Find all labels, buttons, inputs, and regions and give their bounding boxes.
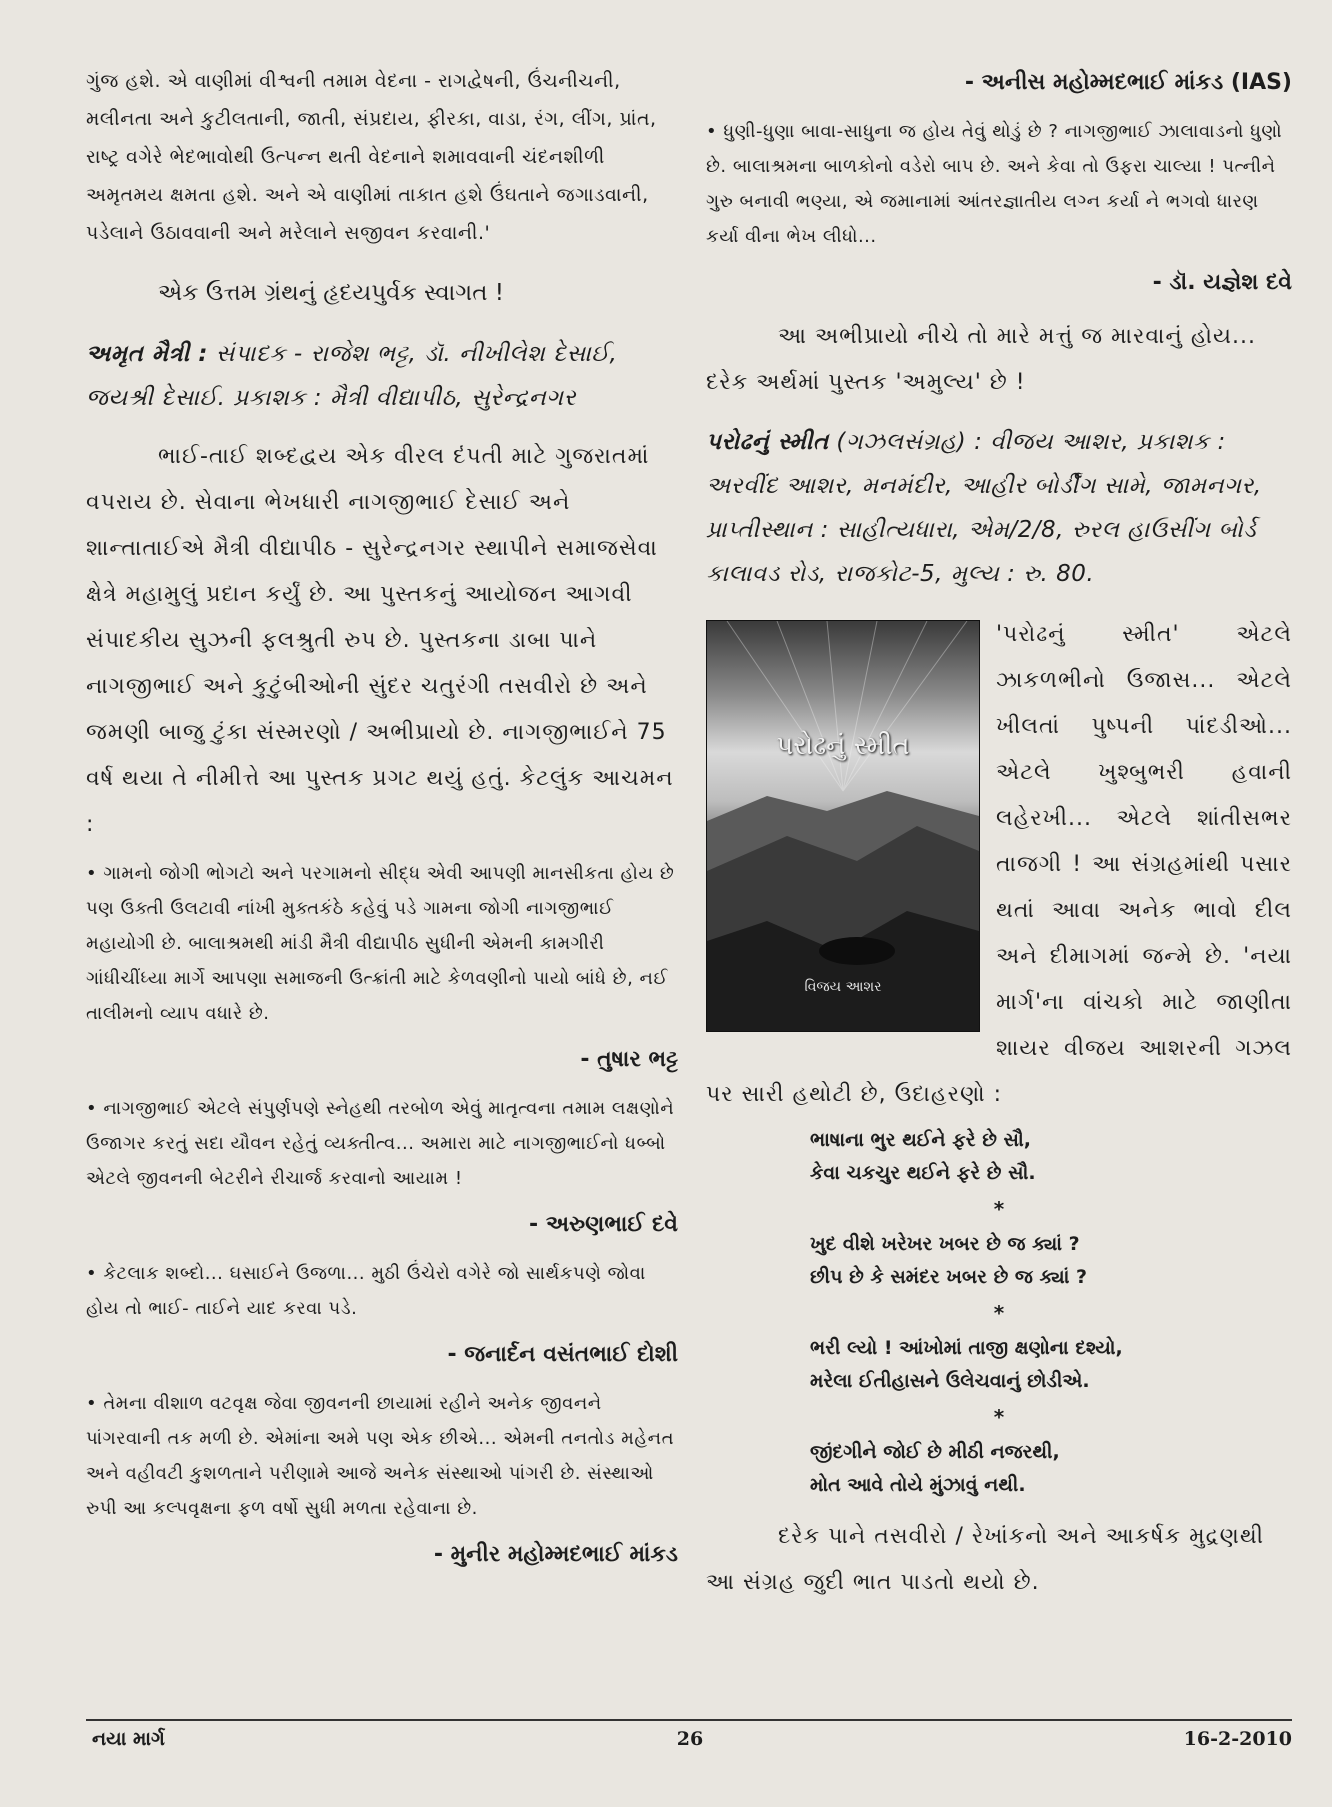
cover-title: પરોઢનું સ્મીત	[776, 731, 910, 761]
couplet-line: છીપ છે કે સમંદર ખબર છે જ ક્યાં ?	[810, 1266, 1088, 1288]
book-title: અમૃત મૈત્રી :	[86, 341, 208, 367]
separator-star: *	[993, 1405, 1005, 1429]
book-cover-image	[706, 620, 980, 1032]
couplet	[706, 1124, 1292, 1190]
footer-divider	[86, 1719, 1292, 1721]
quote-text: • તેમના વીશાળ વટવૃક્ષ જેવા જીવનની છાયામાં રહીને અનેક જીવનને પાંગરવાની તક મળી છે. એમાંના અમે પણ એક છીએ... એમની તનતોડ મહેનત અને વહીવટી કુશળતાને પરીણામે આજે અનેક સંસ્થાઓ પાંગરી છે. સંસ્થાઓ રુપી આ કલ્પવૃક્ષના ફળ વર્ષો સુધી મળતા રહેવાના છે.	[86, 1393, 675, 1519]
welcome-line: એક ઉત્તમ ગ્રંથનું હૃદયપુર્વક સ્વાગત !	[158, 280, 504, 306]
poem-examples	[706, 1124, 1292, 1502]
couplet	[706, 1436, 1292, 1502]
book-heading-amrut-maitri	[86, 332, 678, 420]
couplet-line: ભરી લ્યો ! આંખોમાં તાજી ક્ષણોના દશ્યો,	[810, 1337, 1123, 1359]
top-author: - અનીસ મહોમ્મદભાઈ માંકડ (IAS)	[964, 70, 1292, 95]
couplet-line: મોત આવે તોયે મુંઝાવું નથી.	[810, 1474, 1026, 1496]
separator-star: *	[993, 1301, 1005, 1325]
mountain-landscape-icon	[707, 621, 979, 1031]
right-column	[706, 62, 1292, 1606]
cover-author: વિજય આશર	[804, 979, 882, 995]
closing-paragraph: દરેક પાને તસવીરો / રેખાંકનો અને આકર્ષક મુદ્રણથી આ સંગ્રહ જુદી ભાત પાડતો થયો છે.	[706, 1524, 1265, 1595]
couplet	[706, 1228, 1292, 1294]
quote-text: • કેટલાક શબ્દો... ઘસાઈને ઉજળા... મુઠી ઉંચેરો વગેરે જો સાર્થકપણે જોવા હોય તો ભાઈ- તાઈને યાદ કરવા પડે.	[86, 1263, 646, 1319]
couplet	[706, 1332, 1292, 1398]
couplet-line: મરેલા ઈતીહાસને ઉલેચવાનું છોડીએ.	[810, 1370, 1090, 1392]
quote-author: - અરુણભાઈ દવે	[529, 1212, 678, 1237]
quote-author: - તુષાર ભટ્ટ	[580, 1047, 678, 1072]
review-paragraph: ભાઈ-તાઈ શબ્દદ્વય એક વીરલ દંપતી માટે ગુજરાતમાં વપરાય છે. સેવાના ભેખધારી નાગજીભાઈ દેસાઈ અને શાન્તાતાઈએ મૈત્રી વીદ્યાપીઠ - સુરેન્દ્રનગર સ્થાપીને સમાજસેવા ક્ષેત્રે મહામુલું પ્રદાન કર્યું છે. આ પુસ્તકનું આયોજન આગવી સંપાદકીય સુઝની ફલશ્રુતી રુપ છે. પુસ્તકના ડાબા પાને નાગજીભાઈ અને કુટુંબીઓની સુંદર ચતુરંગી તસવીરો છે અને જમણી બાજુ ટુંકા સંસ્મરણો / અભીપ્રાયો છે. નાગજીભાઈને 75 વર્ષ થયા તે નીમીત્તે આ પુસ્તક પ્રગટ થયું હતું. કેટલુંક આચમન :	[86, 444, 674, 837]
magazine-name: નયા માર્ગ	[92, 1728, 165, 1750]
quotes-list	[86, 856, 678, 1576]
book-meta: : વીજય આશર, પ્રકાશક : અરવીંદ આશર, મનમંદીર, આહીર બોર્ડીંગ સામે, જામનગર, પ્રાપ્તીસ્થાન : સાહીત્યધારા, એમ/2/8, રુરલ હાઉસીંગ બોર્ડ કાલાવડ રોડ, રાજકોટ-5, મુલ્ય : રુ. 80.	[706, 429, 1262, 587]
page-number: 26	[676, 1728, 704, 1750]
intro-paragraph: ગુંજ હશે. એ વાણીમાં વીશ્વની તમામ વેદના - રાગદ્વેષની, ઉંચનીચની, મલીનતા અને કુટીલતાની, જાતી, સંપ્રદાય, ફીરકા, વાડા, રંગ, લીંગ, પ્રાંત, રાષ્ટ્ર વગેરે ભેદભાવોથી ઉત્પન્ન થતી વેદનાને શમાવવાની ચંદનશીળી અમૃતમય ક્ષમતા હશે. અને એ વાણીમાં તાકાત હશે ઉંઘતાને જગાડવાની, પડેલાને ઉઠાવવાની અને મરેલાને સજીવન કરવાની.'	[86, 70, 657, 244]
issue-date: 16-2-2010	[1183, 1728, 1292, 1750]
book-subtitle: (ગઝલસંગ્રહ)	[836, 429, 967, 455]
quote-author: - મુનીર મહોમ્મદભાઈ માંકડ	[433, 1542, 678, 1567]
book-meta: સંપાદક - રાજેશ ભટ્ટ, ડૉ. નીખીલેશ દેસાઈ, જયશ્રી દેસાઈ. પ્રકાશક : મૈત્રી વીદ્યાપીઠ, સુરેન્દ્રનગર	[86, 341, 618, 411]
review-block	[706, 612, 1292, 1118]
couplet-line: ભાષાના ભુર થઈને ફરે છે સૌ,	[810, 1129, 1032, 1151]
couplet-line: કેવા ચકચુર થઈને ફરે છે સૌ.	[810, 1162, 1036, 1184]
book-title: પરોઢનું સ્મીત	[706, 429, 829, 455]
quote-text: • નાગજીભાઈ એટલે સંપુર્ણપણે સ્નેહથી તરબોળ એવું માતૃત્વના તમામ લક્ષણોને ઉજાગર કરતું સદા યૌવન રહેતું વ્યક્તીત્વ... અમારા માટે નાગજીભાઈનો ધબ્બો એટલે જીવનની બેટરીને રીચાર્જ કરવાનો આયામ !	[86, 1098, 675, 1189]
separator-star: *	[993, 1197, 1005, 1221]
quote-author: - જનાર્દન વસંતભાઈ દોશી	[447, 1342, 678, 1367]
quote-text: • ગામનો જોગી ભોગટો અને પરગામનો સીદ્ધ એવી આપણી માનસીકતા હોય છે પણ ઉક્તી ઉલટાવી નાંખી મુક્તકંઠે કહેવું પડે ગામના જોગી નાગજીભાઈ મહાયોગી છે. બાલાશ્રમથી માંડી મૈત્રી વીદ્યાપીઠ સુધીની એમની કામગીરી ગાંધીચીંધ્યા માર્ગે આપણા સમાજની ઉત્ક્રાંતી માટે કેળવણીનો પાયો બાંધે છે, નઈ તાલીમનો વ્યાપ વધારે છે.	[86, 863, 675, 1024]
couplet-line: જીંદગીને જોઈ છે મીઠી નજરથી,	[810, 1441, 1060, 1463]
book-heading-parodh	[706, 420, 1292, 596]
quote-author: - ડૉ. યજ્ઞેશ દવે	[1152, 270, 1292, 295]
couplet-line: ખુદ વીશે ખરેખર ખબર છે જ ક્યાં ?	[810, 1233, 1080, 1255]
review-paragraph: 'પરોઢનું સ્મીત' એટલે ઝાકળભીનો ઉજાસ... એટલે ખીલતાં પુષ્પની પાંદડીઓ... એટલે ખુશ્બુભરી હવાની લહેરખી... એટલે શાંતીસભર તાજગી ! આ સંગ્રહમાંથી પસાર થતાં આવા અનેક ભાવો દીલ અને દીમાગમાં જન્મે છે. 'નયા માર્ગ'ના વાંચકો માટે જાણીતા શાયર વીજય આશરની ગઝલ પર સારી હથોટી છે, ઉદાહરણો :	[706, 622, 1292, 1107]
conclusion-paragraph: આ અભીપ્રાયો નીચે તો મારે મત્તું જ મારવાનું હોય... દરેક અર્થમાં પુસ્તક 'અમુલ્ય' છે !	[706, 324, 1256, 395]
left-column	[86, 62, 678, 1586]
quote-text: • ધુણી-ધુણા બાવા-સાધુના જ હોય તેવું થોડું છે ? નાગજીભાઈ ઝાલાવાડનો ધુણો છે. બાલાશ્રમના બાળકોનો વડેરો બાપ છે. અને કેવા તો ઉફરા ચાલ્યા ! પત્નીને ગુરુ બનાવી ભણ્યા, એ જમાનામાં આંતરજ્ઞાતીય લગ્ન કર્યા ને ભગવો ધારણ કર્યા વીના ભેખ લીધો...	[706, 121, 1283, 247]
